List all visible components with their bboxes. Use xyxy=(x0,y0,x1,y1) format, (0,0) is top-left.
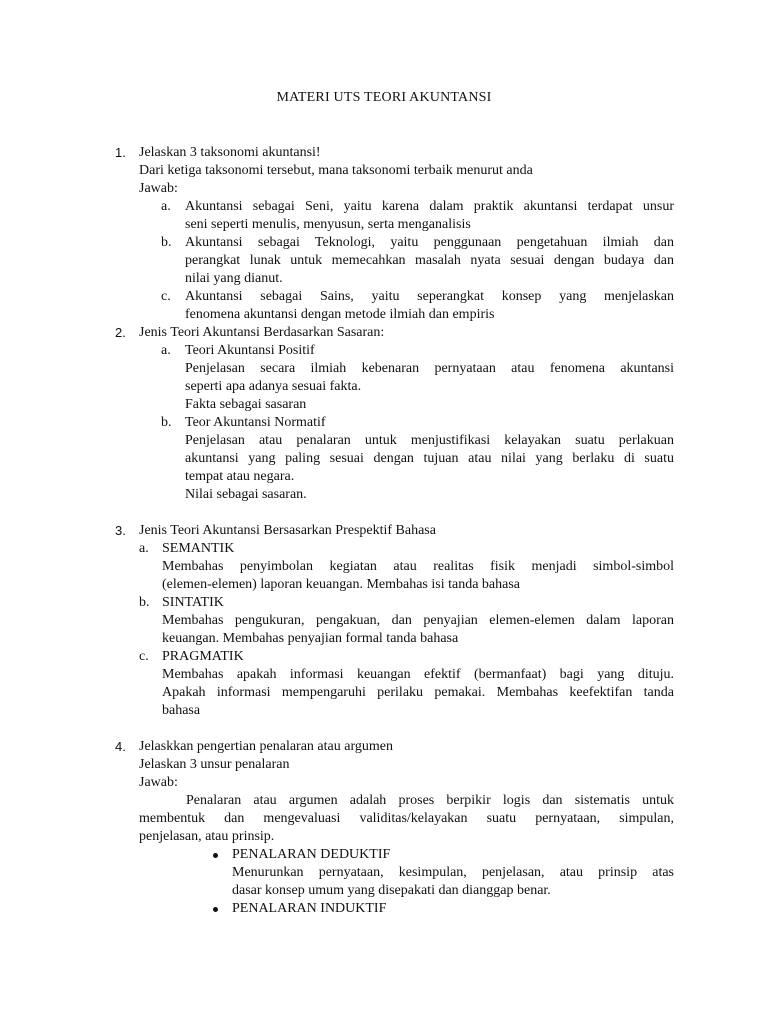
item-text: nilai yang dianut. xyxy=(185,271,283,286)
item-text: akuntansi yang paling sesuai dengan tujuan atau nilai yang berlaku di suatu xyxy=(185,451,674,466)
item-text: fenomena akuntansi dengan metode ilmiah dan empiris xyxy=(185,307,495,322)
item-marker: b. xyxy=(161,415,172,430)
item-heading: SEMANTIK xyxy=(162,541,235,556)
item-text: Membahas pengukuran, pengakuan, dan penyajian elemen-elemen dalam laporan xyxy=(162,613,674,628)
bullet-heading: PENALARAN INDUKTIF xyxy=(232,901,387,916)
document-title: MATERI UTS TEORI AKUNTANSI xyxy=(276,90,492,105)
question-line: Jelaskan 3 unsur penalaran xyxy=(139,757,290,772)
bullet-icon xyxy=(213,853,218,858)
item-text: seni seperti menulis, menyusun, serta menganalisis xyxy=(185,217,471,232)
section-4 xyxy=(0,738,768,918)
item-heading: PRAGMATIK xyxy=(162,649,244,664)
document-body xyxy=(0,144,768,918)
item-text: Penjelasan secara ilmiah kebenaran pernyataan atau fenomena akuntansi xyxy=(185,361,674,376)
item-marker: c. xyxy=(161,289,171,304)
paragraph-line: Penalaran atau argumen adalah proses berpikir logis dan sistematis untuk xyxy=(186,793,674,808)
item-marker: b. xyxy=(139,595,150,610)
item-marker: c. xyxy=(139,649,149,664)
item-marker: a. xyxy=(161,343,171,358)
item-text: bahasa xyxy=(162,703,201,718)
item-heading: Teor Akuntansi Normatif xyxy=(185,415,326,430)
item-text: seperti apa adanya sesuai fakta. xyxy=(185,379,362,394)
item-text: Akuntansi sebagai Seni, yaitu karena dalam praktik akuntansi terdapat unsur xyxy=(185,199,674,214)
item-heading: SINTATIK xyxy=(162,595,224,610)
item-text: Nilai sebagai sasaran. xyxy=(185,487,307,502)
item-text: Membahas apakah informasi keuangan efektif (bermanfaat) bagi yang dituju. xyxy=(162,667,674,682)
question-line: Jelaskan 3 taksonomi akuntansi! xyxy=(139,145,321,160)
answer-label: Jawab: xyxy=(139,181,178,196)
section-number: 1. xyxy=(115,145,126,160)
section-number: 4. xyxy=(115,739,126,754)
bullet-text: Menurunkan pernyataan, kesimpulan, penjelasan, atau prinsip atas xyxy=(232,865,674,880)
paragraph-line: membentuk dan mengevaluasi validitas/kelayakan suatu pernyataan, simpulan, xyxy=(139,811,674,826)
item-marker: a. xyxy=(161,199,171,214)
item-text: Membahas penyimbolan kegiatan atau realitas fisik menjadi simbol-simbol xyxy=(162,559,674,574)
item-text: Penjelasan atau penalaran untuk menjustifikasi kelayakan suatu perlakuan xyxy=(185,433,674,448)
item-text: keuangan. Membahas penyajian formal tanda bahasa xyxy=(162,631,459,646)
item-marker: a. xyxy=(139,541,149,556)
question-line: Jelaskkan pengertian penalaran atau argumen xyxy=(139,739,393,754)
item-text: Akuntansi sebagai Sains, yaitu seperangkat konsep yang menjelaskan xyxy=(185,289,674,304)
item-heading: Teori Akuntansi Positif xyxy=(185,343,315,358)
answer-label: Jawab: xyxy=(139,775,178,790)
question-line: Jenis Teori Akuntansi Bersasarkan Prespektif Bahasa xyxy=(139,523,436,538)
section-1 xyxy=(0,144,768,324)
item-text: Apakah informasi mempengaruhi perilaku pemakai. Membahas keefektifan tanda xyxy=(162,685,674,700)
item-text: Akuntansi sebagai Teknologi, yaitu penggunaan pengetahuan ilmiah dan xyxy=(185,235,674,250)
section-2 xyxy=(0,324,768,504)
bullet-text: dasar konsep umum yang disepakati dan dianggap benar. xyxy=(232,883,551,898)
item-text: Fakta sebagai sasaran xyxy=(185,397,307,412)
bullet-icon xyxy=(213,907,218,912)
question-line: Jenis Teori Akuntansi Berdasarkan Sasaran: xyxy=(139,325,385,340)
paragraph-line: penjelasan, atau prinsip. xyxy=(139,829,275,844)
section-number: 2. xyxy=(115,325,126,340)
item-text: perangkat lunak untuk memecahkan masalah nyata sesuai dengan budaya dan xyxy=(185,253,674,268)
item-text: tempat atau negara. xyxy=(185,469,295,484)
section-number: 3. xyxy=(115,523,126,538)
item-text: (elemen-elemen) laporan keuangan. Membahas isi tanda bahasa xyxy=(162,577,521,592)
section-3 xyxy=(0,522,768,720)
question-line: Dari ketiga taksonomi tersebut, mana taksonomi terbaik menurut anda xyxy=(139,163,533,178)
bullet-heading: PENALARAN DEDUKTIF xyxy=(232,847,391,862)
item-marker: b. xyxy=(161,235,172,250)
